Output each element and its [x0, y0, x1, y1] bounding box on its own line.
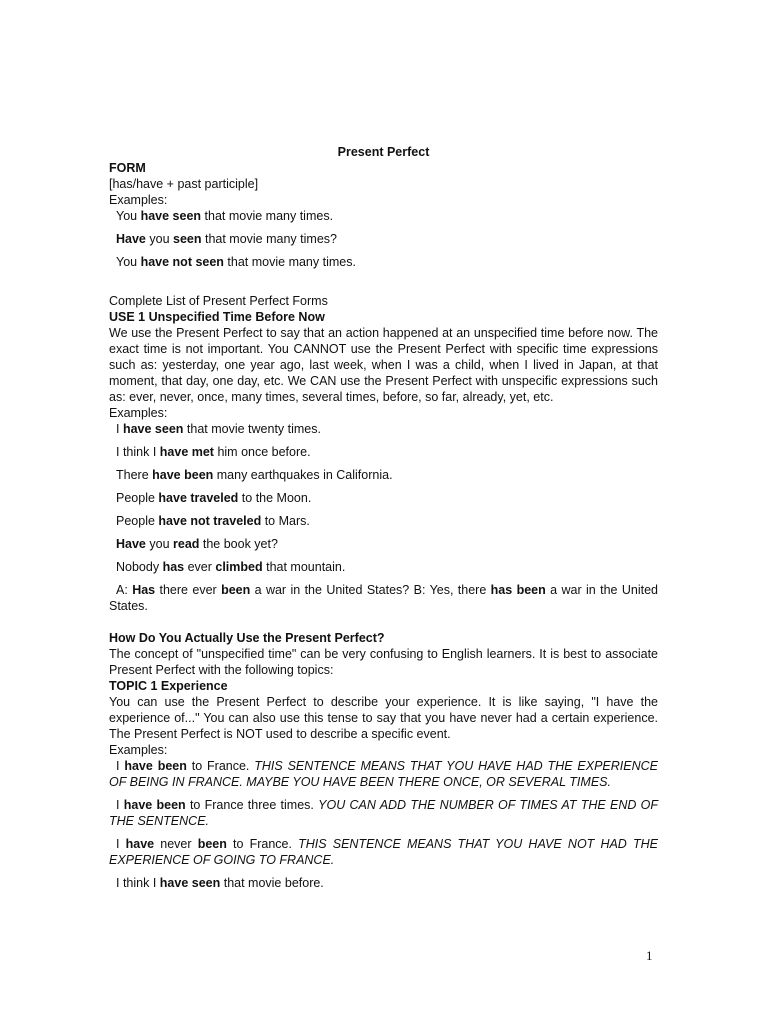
form-structure: [has/have + past participle]: [109, 177, 259, 191]
use1-paragraph: We use the Present Perfect to say that an action happened at an unspecified time before now. The exact time is not important. You CANNOT use the Present Perfect with specific time expressions such as: yesterday, one year ago, last week, when I was a child, when I lived in Japan, at that moment, that day, one day, etc. We CAN use the Present Perfect with unspecific expressions such as: ever, never, once, many times, several times, before, so far, already, yet, etc.: [109, 326, 658, 404]
form-examples-label: Examples:: [109, 193, 168, 207]
document-page: [109, 144, 658, 898]
form-heading: FORM: [109, 161, 146, 175]
topic1-heading: TOPIC 1 Experience: [109, 679, 228, 693]
use1-example-3: There have been many earthquakes in California.: [116, 468, 393, 482]
use1-example-5: People have not traveled to Mars.: [116, 514, 310, 528]
use1-example-7: Nobody has ever climbed that mountain.: [116, 560, 346, 574]
use1-example-1: I have seen that movie twenty times.: [116, 422, 321, 436]
how-heading: How Do You Actually Use the Present Perfect?: [109, 631, 385, 645]
use1-example-8: A: Has there ever been a war in the United States? B: Yes, there has been a war in the United States.: [109, 583, 658, 613]
use1-heading: USE 1 Unspecified Time Before Now: [109, 310, 325, 324]
form-example-3: You have not seen that movie many times.: [116, 255, 356, 269]
topic1-example-3: I have never been to France. THIS SENTENCE MEANS THAT YOU HAVE NOT HAD THE EXPERIENCE OF GOING TO FRANCE.: [109, 837, 658, 867]
form-example-2: Have you seen that movie many times?: [116, 232, 337, 246]
topic1-example-4: I think I have seen that movie before.: [116, 876, 324, 890]
page-title: Present Perfect: [337, 145, 430, 159]
forms-list-link[interactable]: Complete List of Present Perfect Forms: [109, 294, 328, 308]
form-example-1: You have seen that movie many times.: [116, 209, 334, 223]
use1-example-6: Have you read the book yet?: [116, 537, 278, 551]
use1-example-2: I think I have met him once before.: [116, 445, 311, 459]
topic1-example-2: I have been to France three times. YOU CAN ADD THE NUMBER OF TIMES AT THE END OF THE SENTENCE.: [109, 798, 659, 828]
use1-example-4: People have traveled to the Moon.: [116, 491, 312, 505]
use1-examples-label: Examples:: [109, 406, 168, 420]
topic1-example-1: I have been to France. THIS SENTENCE MEANS THAT YOU HAVE HAD THE EXPERIENCE OF BEING IN FRANCE. MAYBE YOU HAVE BEEN THERE ONCE, OR SEVERAL TIMES.: [109, 759, 658, 789]
how-paragraph: The concept of "unspecified time" can be very confusing to English learners. It is best to associate Present Perfect with the following topics:: [109, 647, 658, 677]
page-number: 1: [646, 948, 653, 963]
topic1-paragraph: You can use the Present Perfect to describe your experience. It is like saying, "I have the experience of..." You can also use this tense to say that you have never had a certain experience. The Present Perfect is NOT used to describe a specific event.: [109, 695, 658, 741]
topic1-examples-label: Examples:: [109, 743, 168, 757]
